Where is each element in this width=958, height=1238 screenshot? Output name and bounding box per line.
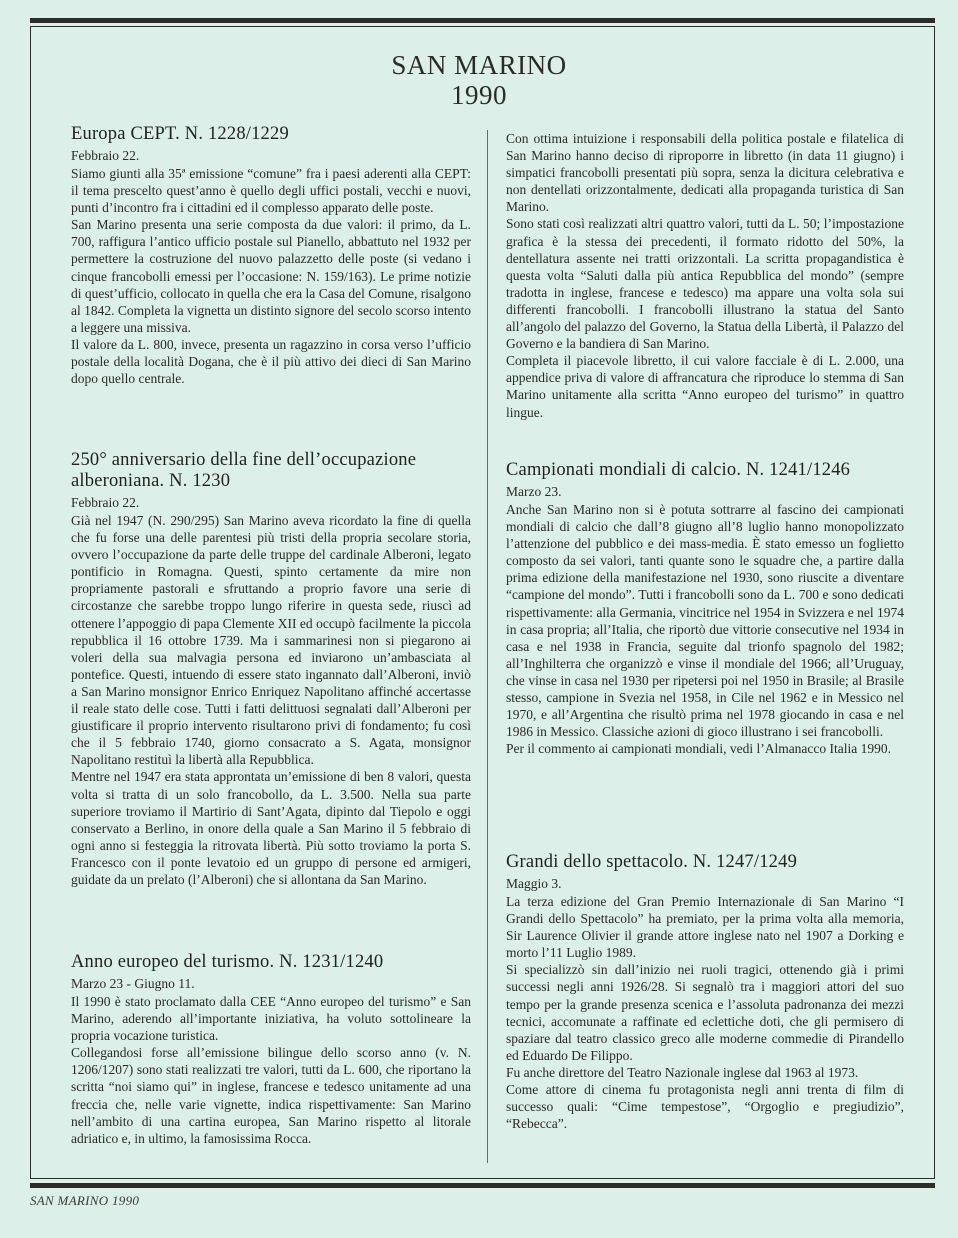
article-paragraph: Si specializzò sin dall’inizio nei ruoli tragici, ottenendo già i primi successi negli anni 1926/28. Si segnalò tra i maggiori attori del suo tempo per la grande presenza scenica e l’assoluta padronanza dei mezzi tecnici, accomunate a raffinate ed eclettiche doti, che gli permisero di spaziare dal teatro classico greco alle moderne commedie di Pirandello ed Eduardo De Filippo. bbox=[506, 962, 904, 1063]
article-paragraph: Come attore di cinema fu protagonista negli anni trenta di film di successo quali: “Cime tempestose”, “Orgoglio e pregiudizio”, “Rebecca”. bbox=[506, 1082, 904, 1132]
article-paragraph: Siamo giunti alla 35ª emissione “comune” fra i paesi aderenti alla CEPT: il tema prescelto quest’anno è quello degli uffici postali, vecchi e nuovi, punti d’incontro fra i cittadini ed il complesso apparato delle poste. bbox=[71, 166, 471, 216]
article-date: Marzo 23 - Giugno 11. bbox=[71, 976, 195, 991]
article-title: Europa CEPT. N. 1228/1229 bbox=[71, 124, 289, 144]
page-title-country: SAN MARINO bbox=[391, 50, 567, 80]
column-divider bbox=[487, 130, 488, 1163]
frame-right-line bbox=[934, 26, 935, 1179]
top-rule-thin bbox=[30, 26, 935, 27]
article-title: Anno europeo del turismo. N. 1231/1240 bbox=[71, 952, 384, 972]
article-paragraph: Sono stati così realizzati altri quattro valori, tutti da L. 50; l’impostazione grafica è la stessa dei precedenti, il formato ridotto del 50%, la dentellatura assente nei tratti orizzontali. La scritta propagandistica è questa volta “Saluti dalla più antica Repubblica del mondo” (sempre tradotta in inglese, francese e tedesco) ma appare una volta sola sui differenti francobolli. I francobolli illustrano la statua del Santo all’angolo del palazzo del Governo, la Statua della Libertà, il Palazzo del Governo e la bandiera di San Marino. bbox=[506, 216, 904, 352]
article-paragraph: Collegandosi forse all’emissione bilingue dello scorso anno (v. N. 1206/1207) sono stati realizzati tre valori, tutti da L. 600, che riportano la scritta “noi siamo qui” in inglese, francese e tedesco unitamente ad una freccia che, nelle varie vignette, indica rispettivamente: San Marino nell’ambito di una cartina europea, San Marino rispetto al litorale adriatico e, in ultimo, la famosissima Rocca. bbox=[71, 1045, 471, 1146]
page-title-year: 1990 bbox=[451, 80, 507, 110]
article-date: Maggio 3. bbox=[506, 876, 562, 891]
article-paragraph: Mentre nel 1947 era stata approntata un’emissione di ben 8 valori, questa volta si tratta di un solo francobollo, da L. 3.500. Nella sua parte superiore troviamo il Martirio di Sant’Agata, dipinto dal Tiepolo e oggi conservato a Berlino, in onore della quale a San Marino il 5 febbraio di ogni anno si festeggia la ritrovata libertà. Più sotto troviamo la porta S. Francesco con il ponte levatoio ed un gruppo di persone ed armigeri, guidate da un prelato (l’Alberoni) che si allontana da San Marino. bbox=[71, 769, 471, 887]
article-paragraph: Completa il piacevole libretto, il cui valore facciale è di L. 2.000, una appendice priva di valore di affrancatura che riproduce lo stemma di San Marino unitamente alla scritta “Anno europeo del turismo” in quattro lingue. bbox=[506, 353, 904, 420]
article-grandi-spettacolo bbox=[506, 852, 904, 1132]
article-date: Febbraio 22. bbox=[71, 148, 140, 163]
frame-left-line bbox=[30, 26, 31, 1179]
top-rule-thick bbox=[30, 18, 935, 23]
article-paragraph: Con ottima intuizione i responsabili della politica postale e filatelica di San Marino hanno deciso di riproporre in libretto (in data 11 giugno) i simpatici francobolli presentati più sopra, senza la dicitura celebrativa e non dentellati orizzontalmente, dedicati alla propaganda turistica di San Marino. bbox=[506, 131, 904, 215]
article-paragraph: Fu anche direttore del Teatro Nazionale inglese dal 1963 al 1973. bbox=[506, 1064, 859, 1080]
article-paragraph: La terza edizione del Gran Premio Internazionale di San Marino “I Grandi dello Spettacolo” ha premiato, per la prima volta alla memoria, Sir Laurence Olivier il grande attore inglese nato nel 1907 a Dorking e morto l’11 Luglio 1989. bbox=[506, 894, 904, 961]
article-occupazione-alberoniana bbox=[71, 450, 471, 888]
article-paragraph: Già nel 1947 (N. 290/295) San Marino aveva ricordato la fine di quella che fu forse una delle parentesi più tristi della propria secolare storia, ovvero l’occupazione da parte delle truppe del cardinale Alberoni, legato pontificio in Romagna. Questi, spinto certamente da mire non propriamente pastorali e sfruttando a proprio favore una serie di circostanze che sarebbe troppo lungo riferire in questa sede, riuscì ad ottenere l’appoggio di papa Clemente XII ed occupò facilmente la piccola repubblica il 16 ottobre 1739. Ma i sammarinesi non si piegarono ai voleri della sua malvagia persona ed inviarono un’ambasciata al pontefice. Questi, intuendo di essere stato ingannato dall’Alberoni, inviò a San Marino monsignor Enrico Enriquez Napolitano affinché accertasse il reale stato delle cose. Tutti i fatti delittuosi segnalati dall’Alberoni per giustificare il proprio intervento risultarono privi di fondamento; fu così che il 5 febbraio 1740, giorno consacrato a S. Agata, monsignor Napolitano restituì la libertà alla Repubblica. bbox=[71, 513, 471, 768]
article-title: Grandi dello spettacolo. N. 1247/1249 bbox=[506, 852, 798, 872]
article-libretto-turismo bbox=[506, 130, 904, 421]
article-anno-europeo-turismo bbox=[71, 952, 471, 1147]
article-title: Campionati mondiali di calcio. N. 1241/1246 bbox=[506, 460, 851, 480]
bottom-rule-thick bbox=[30, 1183, 935, 1188]
article-paragraph: Anche San Marino non si è potuta sottrarre al fascino dei campionati mondiali di calcio che dall’8 giugno all’8 luglio hanno monopolizzato l’attenzione del pubblico e dei mass-media. È stato emesso un foglietto composto da sei valori, tanti quante sono le squadre che, a partire dalla prima edizione della manifestazione nel 1930, sono riuscite a diventare “campione del mondo”. Tutti i francobolli sono da L. 700 e sono dedicati rispettivamente: alla Germania, vincitrice nel 1954 in Svizzera e nel 1974 in casa propria; all’Italia, che riportò due vittorie consecutive nel 1934 in casa e nel 1938 in Francia, seguite dal trionfo spagnolo del 1982; all’Inghilterra che organizzò e vinse il mondiale del 1966; all’Uruguay, che vinse in casa nel 1930 per ripetersi poi nel 1950 in Brasile; al Brasile stesso, campione in Svezia nel 1958, in Cile nel 1962 e in Messico nel 1970, e all’Argentina che risultò prima nel 1978 giocando in casa e nel 1986 in Messico. Classiche azioni di gioco illustrano i sei francobolli. bbox=[506, 502, 904, 740]
article-date: Marzo 23. bbox=[506, 484, 562, 499]
page-title bbox=[0, 50, 958, 110]
article-title: 250° anniversario della fine dell’occupazione alberoniana. N. 1230 bbox=[71, 450, 417, 491]
bottom-rule-thin bbox=[30, 1178, 935, 1179]
article-paragraph: Il 1990 è stato proclamato dalla CEE “Anno europeo del turismo” e San Marino, aderendo all’importante iniziativa, ha voluto sottolineare la propria vocazione turistica. bbox=[71, 994, 471, 1044]
article-paragraph: Per il commento ai campionati mondiali, vedi l’Almanacco Italia 1990. bbox=[506, 741, 892, 757]
page-footer: SAN MARINO 1990 bbox=[30, 1193, 140, 1208]
article-date: Febbraio 22. bbox=[71, 495, 140, 510]
article-europa-cept bbox=[71, 124, 471, 387]
article-campionati-calcio bbox=[506, 460, 904, 757]
article-paragraph: San Marino presenta una serie composta da due valori: il primo, da L. 700, raffigura l’antico ufficio postale sul Pianello, abbattuto nel 1932 per permettere la costruzione del nuovo palazzetto delle poste (si vedano i cinque francobolli emessi per l’occasione: N. 159/163). Le prime notizie di quest’ufficio, collocato in quella che era la Casa del Comune, risalgono al 1842. Completa la vignetta un distinto signore del secolo scorso intento a leggere una missiva. bbox=[71, 217, 471, 335]
article-paragraph: Il valore da L. 800, invece, presenta un ragazzino in corsa verso l’ufficio postale della località Dogana, che è il più attivo dei dieci di San Marino dopo quello centrale. bbox=[71, 336, 471, 387]
